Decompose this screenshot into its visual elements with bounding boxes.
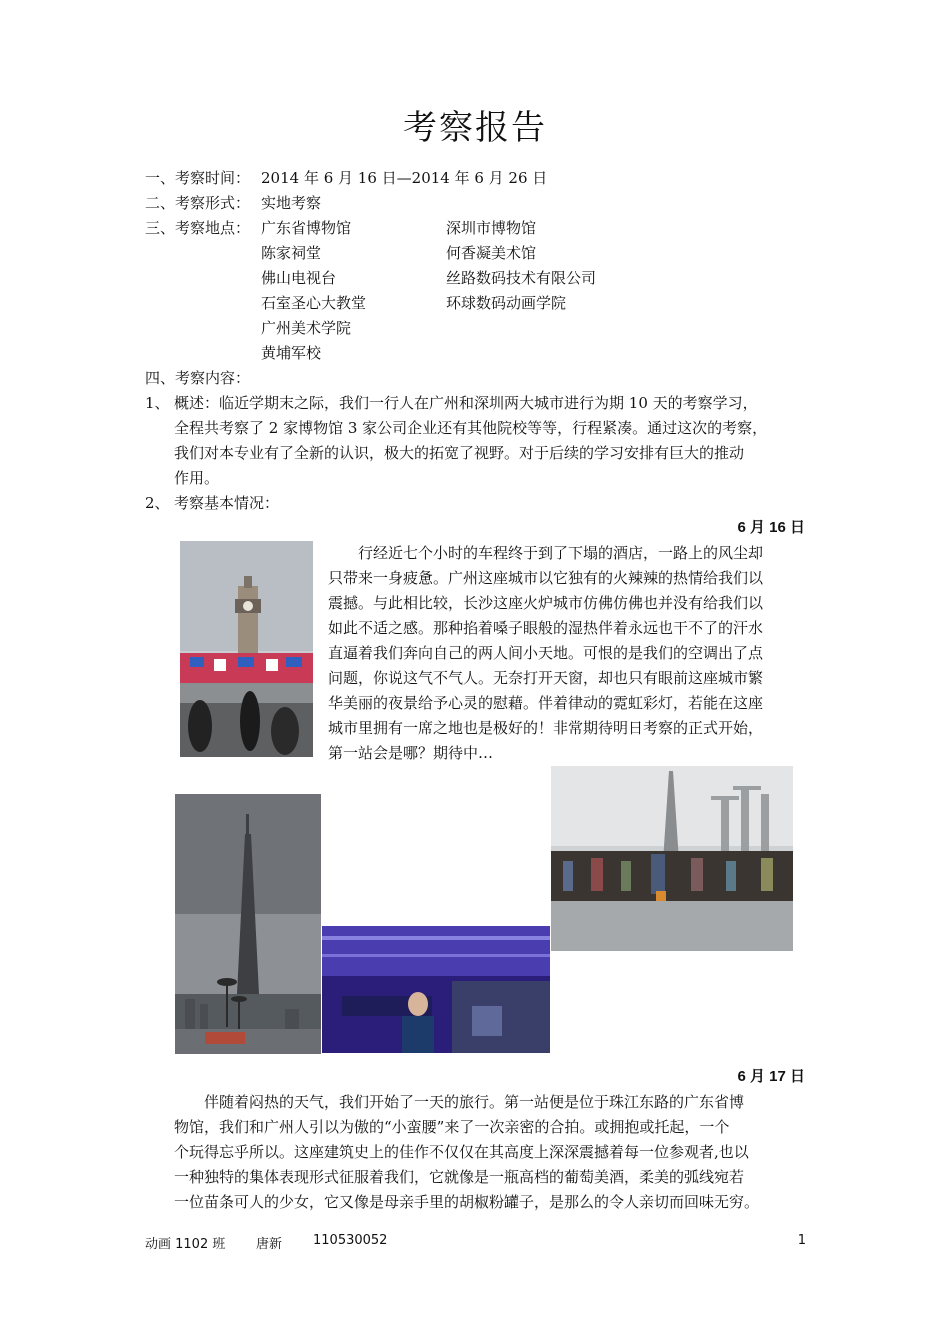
day1-line: 第一站会是哪？期待中… (328, 744, 494, 762)
place-item: 环球数码动画学院 (446, 294, 567, 312)
place-item: 佛山电视台 (261, 269, 337, 287)
day1-line: 直逼着我们奔向自己的两人间小天地。可恨的是我们的空调出了点 (328, 644, 764, 662)
day1-line: 问题，你说这气不气人。无奈打开天窗，却也只有眼前这座城市繁 (328, 669, 764, 687)
day1-line: 华美丽的夜景给予心灵的慰藉。伴着律动的霓虹彩灯，若能在这座 (328, 694, 764, 712)
place-item: 广州美术学院 (261, 319, 352, 337)
form-value: 实地考察 (261, 194, 322, 212)
day1-line: 震撼。与此相比较，长沙这座火炉城市仿佛仿佛也并没有给我们以 (328, 594, 764, 612)
place-item: 深圳市博物馆 (446, 219, 537, 237)
time-label: 一、考察时间： (145, 169, 251, 187)
date-heading: 6 月 16 日 (737, 519, 805, 536)
day2-line: 物馆，我们和广州人引以为傲的“小蛮腰”来了一次亲密的合拍。或拥抱或托起，一个 (174, 1118, 730, 1136)
place-item: 石室圣心大教堂 (261, 294, 367, 312)
place-item: 何香凝美术馆 (446, 244, 537, 262)
footer-name: 唐新 (256, 1237, 283, 1252)
place-item: 黄埔军校 (261, 344, 322, 362)
overview-line: 概述：临近学期末之际，我们一行人在广州和深圳两大城市进行为期 10 天的考察学习， (174, 394, 758, 412)
day1-line: 如此不适之感。那种掐着嗓子眼般的湿热伴着永远也干不了的汗水 (328, 619, 764, 637)
overview-line: 我们对本专业有了全新的认识，极大的拓宽了视野。对于后续的学习安排有巨大的推动 (174, 444, 745, 462)
list-number: 1、 (145, 394, 170, 412)
date-heading: 6 月 17 日 (737, 1068, 805, 1085)
form-label: 二、考察形式： (145, 194, 251, 212)
day2-line: 伴随着闷热的天气，我们开始了一天的旅行。第一站便是位于珠江东路的广东省博 (174, 1093, 745, 1111)
place-item: 丝路数码技术有限公司 (446, 269, 597, 287)
day1-line: 城市里拥有一席之地也是极好的！非常期待明日考察的正式开始， (328, 719, 764, 737)
footer-id: 110530052 (313, 1233, 388, 1248)
day2-line: 个玩得忘乎所以。这座建筑史上的佳作不仅仅在其高度上深深震撼着每一位参观者,也以 (174, 1143, 749, 1161)
nightclub-photo (322, 926, 550, 1053)
overview-line: 作用。 (174, 469, 220, 487)
overview-line: 全程共考察了 2 家博物馆 3 家公司企业还有其他院校等等，行程紧凑。通过这次的考察， (174, 419, 768, 437)
train-station-photo (180, 541, 313, 757)
page-title: 考察报告 (403, 108, 547, 148)
page-number: 1 (797, 1233, 806, 1248)
footer-class: 动画 1102 班 (145, 1237, 226, 1252)
day2-line: 一位苗条可人的少女，它又像是母亲手里的胡椒粉罐子，是那么的令人亲切而回味无穷。 (174, 1193, 760, 1211)
place-item: 广东省博物馆 (261, 219, 352, 237)
place-label: 三、考察地点： (145, 219, 251, 237)
canton-tower-photo (175, 794, 321, 1054)
day2-line: 一种独特的集体表现形式征服着我们，它就像是一瓶高档的葡萄美酒，柔美的弧线宛若 (174, 1168, 745, 1186)
basic-label: 考察基本情况： (174, 494, 280, 512)
group-photo (551, 766, 793, 951)
day1-line: 只带来一身疲惫。广州这座城市以它独有的火辣辣的热情给我们以 (328, 569, 764, 587)
place-item: 陈家祠堂 (261, 244, 322, 262)
day1-line: 行经近七个小时的车程终于到了下塌的酒店，一路上的风尘却 (328, 544, 764, 562)
time-value: 2014 年 6 月 16 日—2014 年 6 月 26 日 (261, 169, 548, 187)
list-number: 2、 (145, 494, 170, 512)
content-label: 四、考察内容： (145, 369, 251, 387)
